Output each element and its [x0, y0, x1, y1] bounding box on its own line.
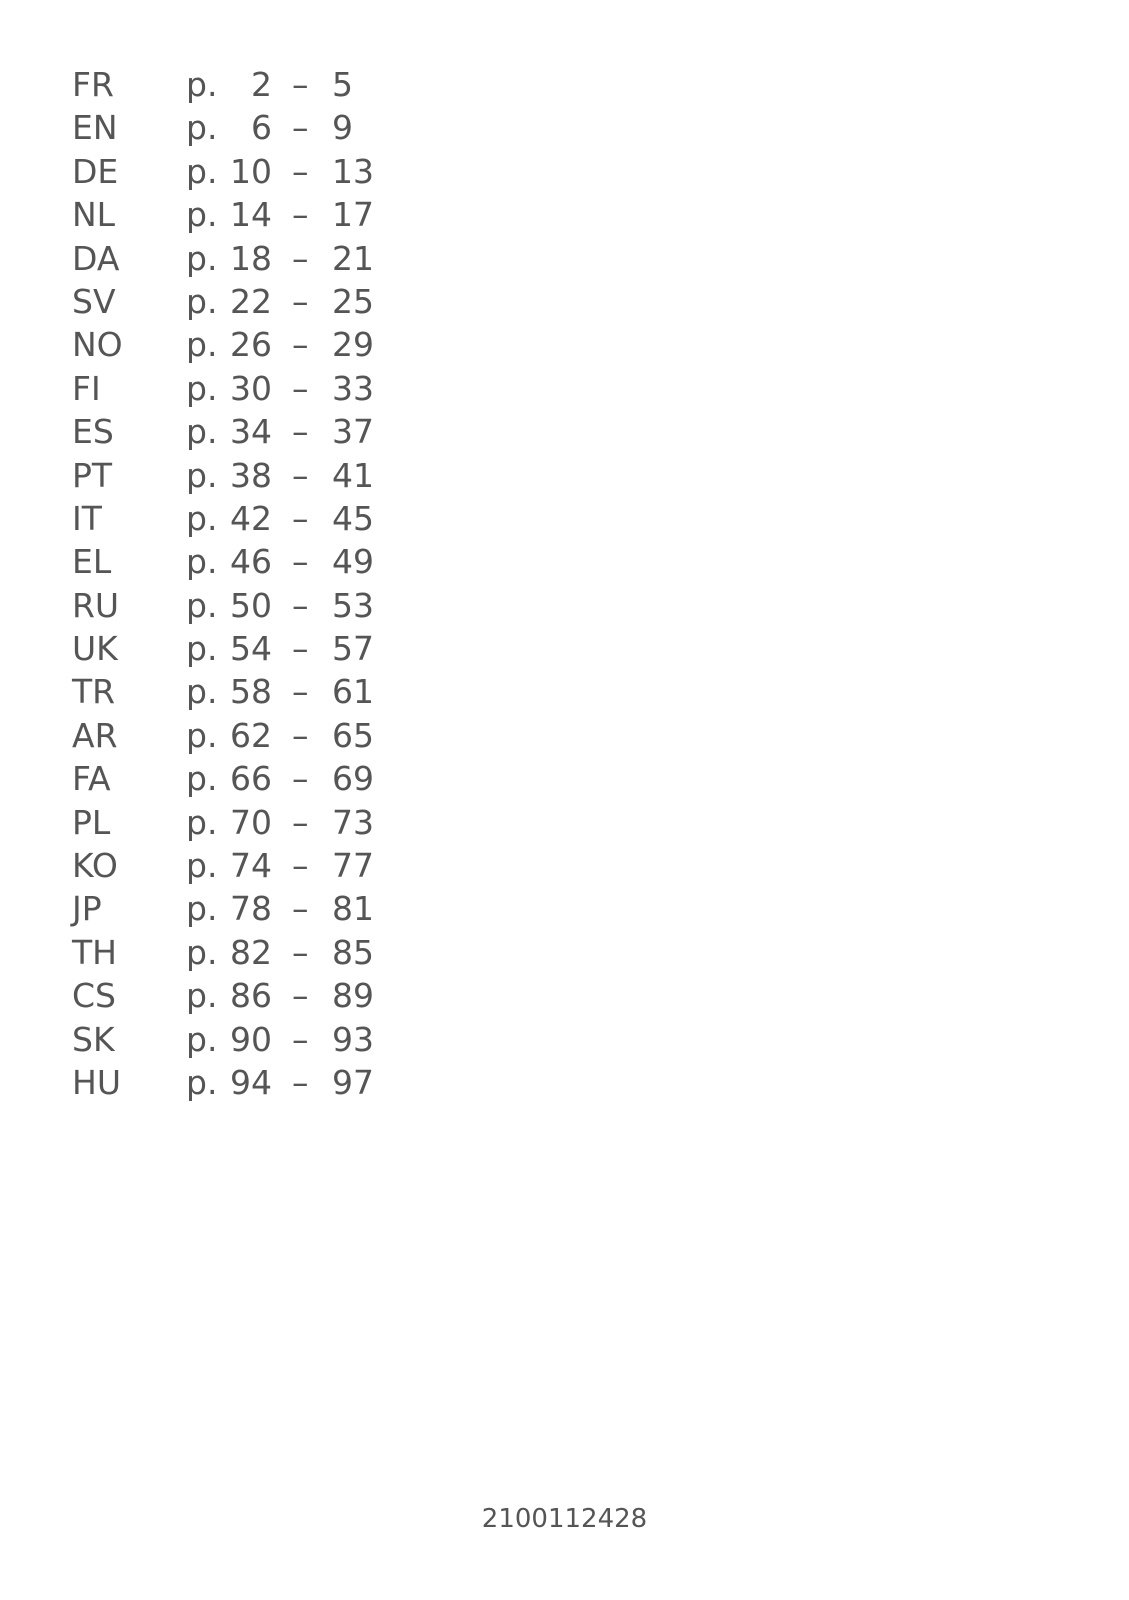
range-dash: –: [292, 108, 309, 148]
end-page: 57: [332, 629, 374, 669]
page-prefix: p.: [186, 585, 218, 625]
page-prefix: p.: [186, 325, 218, 365]
end-page: 17: [332, 195, 374, 235]
start-page: 62: [230, 715, 272, 755]
start-page: 6: [251, 108, 272, 148]
start-page: 26: [230, 325, 272, 365]
start-page: 50: [230, 585, 272, 625]
language-code: NL: [72, 195, 116, 235]
page-prefix: p.: [186, 932, 218, 972]
page-prefix: p.: [186, 412, 218, 452]
page-prefix: p.: [186, 672, 218, 712]
end-page: 5: [332, 65, 353, 104]
range-dash: –: [292, 889, 309, 929]
range-dash: –: [292, 976, 309, 1016]
language-code: PL: [72, 802, 111, 842]
start-page: 22: [230, 281, 272, 321]
range-dash: –: [292, 238, 309, 278]
end-page: 21: [332, 238, 374, 278]
language-code: RU: [72, 585, 120, 625]
language-code: TH: [72, 932, 117, 972]
language-code: AR: [72, 715, 118, 755]
page-prefix: p.: [186, 498, 218, 538]
language-code: FR: [72, 65, 114, 104]
page-prefix: p.: [186, 759, 218, 799]
start-page: 58: [230, 672, 272, 712]
language-code: UK: [72, 629, 118, 669]
page-prefix: p.: [186, 1019, 218, 1059]
range-dash: –: [292, 281, 309, 321]
start-page: 30: [230, 368, 272, 408]
end-page: 69: [332, 759, 374, 799]
page-prefix: p.: [186, 281, 218, 321]
language-code: IT: [72, 498, 102, 538]
language-code: SK: [72, 1019, 115, 1059]
range-dash: –: [292, 542, 309, 582]
start-page: 94: [230, 1062, 272, 1102]
start-page: 10: [230, 151, 272, 191]
language-code: KO: [72, 846, 118, 886]
language-code: NO: [72, 325, 123, 365]
page-prefix: p.: [186, 368, 218, 408]
range-dash: –: [292, 498, 309, 538]
language-code: FI: [72, 368, 101, 408]
range-dash: –: [292, 715, 309, 755]
start-page: 34: [230, 412, 272, 452]
end-page: 13: [332, 151, 374, 191]
language-code: EL: [72, 542, 112, 582]
start-page: 54: [230, 629, 272, 669]
language-code: DE: [72, 151, 119, 191]
page-prefix: p.: [186, 846, 218, 886]
page-prefix: p.: [186, 195, 218, 235]
end-page: 81: [332, 889, 374, 929]
start-page: 42: [230, 498, 272, 538]
range-dash: –: [292, 412, 309, 452]
range-dash: –: [292, 932, 309, 972]
start-page: 66: [230, 759, 272, 799]
range-dash: –: [292, 1019, 309, 1059]
language-code: SV: [72, 281, 116, 321]
page-prefix: p.: [186, 629, 218, 669]
language-code: EN: [72, 108, 118, 148]
end-page: 9: [332, 108, 353, 148]
end-page: 85: [332, 932, 374, 972]
language-code: CS: [72, 976, 116, 1016]
page-prefix: p.: [186, 455, 218, 495]
end-page: 41: [332, 455, 374, 495]
page-prefix: p.: [186, 108, 218, 148]
language-code: DA: [72, 238, 120, 278]
start-page: 38: [230, 455, 272, 495]
range-dash: –: [292, 672, 309, 712]
end-page: 93: [332, 1019, 374, 1059]
end-page: 25: [332, 281, 374, 321]
range-dash: –: [292, 455, 309, 495]
start-page: 74: [230, 846, 272, 886]
end-page: 45: [332, 498, 374, 538]
range-dash: –: [292, 1062, 309, 1102]
range-dash: –: [292, 368, 309, 408]
end-page: 89: [332, 976, 374, 1016]
page-prefix: p.: [186, 715, 218, 755]
page-prefix: p.: [186, 976, 218, 1016]
page-prefix: p.: [186, 802, 218, 842]
end-page: 33: [332, 368, 374, 408]
start-page: 90: [230, 1019, 272, 1059]
range-dash: –: [292, 585, 309, 625]
page-prefix: p.: [186, 1062, 218, 1102]
start-page: 2: [251, 65, 272, 104]
end-page: 73: [332, 802, 374, 842]
end-page: 77: [332, 846, 374, 886]
page-prefix: p.: [186, 889, 218, 929]
range-dash: –: [292, 65, 309, 104]
start-page: 14: [230, 195, 272, 235]
end-page: 53: [332, 585, 374, 625]
end-page: 37: [332, 412, 374, 452]
language-code: ES: [72, 412, 114, 452]
page-prefix: p.: [186, 238, 218, 278]
language-code: PT: [72, 455, 113, 495]
range-dash: –: [292, 151, 309, 191]
range-dash: –: [292, 325, 309, 365]
range-dash: –: [292, 629, 309, 669]
language-code: FA: [72, 759, 111, 799]
range-dash: –: [292, 802, 309, 842]
range-dash: –: [292, 846, 309, 886]
start-page: 70: [230, 802, 272, 842]
document-number: 2100112428: [481, 1504, 648, 1534]
start-page: 86: [230, 976, 272, 1016]
end-page: 65: [332, 715, 374, 755]
start-page: 82: [230, 932, 272, 972]
start-page: 78: [230, 889, 272, 929]
range-dash: –: [292, 759, 309, 799]
start-page: 18: [230, 238, 272, 278]
end-page: 49: [332, 542, 374, 582]
page-prefix: p.: [186, 151, 218, 191]
language-code: HU: [72, 1062, 121, 1102]
range-dash: –: [292, 195, 309, 235]
end-page: 29: [332, 325, 374, 365]
start-page: 46: [230, 542, 272, 582]
end-page: 61: [332, 672, 374, 712]
page-prefix: p.: [186, 542, 218, 582]
language-code: JP: [72, 889, 102, 929]
end-page: 97: [332, 1062, 374, 1102]
language-code: TR: [72, 672, 116, 712]
page-prefix: p.: [186, 65, 218, 104]
